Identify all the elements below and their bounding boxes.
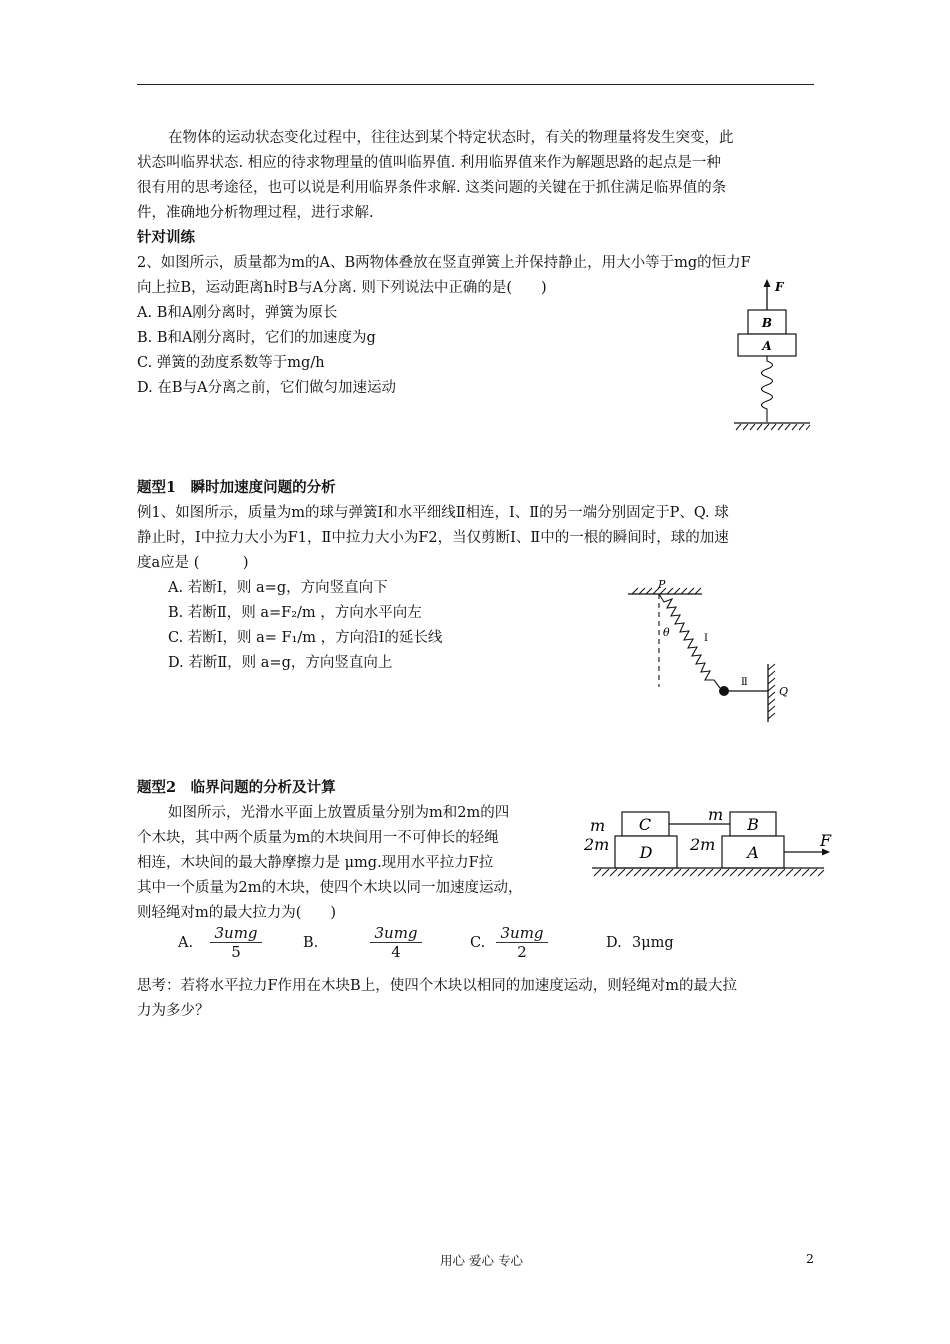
- intro-line-4: 件，准确地分析物理过程，进行求解.: [137, 205, 374, 221]
- type1-option-a: A. 若断Ⅰ，则 a=g，方向竖直向下: [168, 580, 388, 596]
- type1-option-d: D. 若断Ⅱ，则 a=g，方向竖直向上: [168, 655, 393, 671]
- floor-hatching: [594, 869, 824, 876]
- type1-question-line-1: 例1、如图所示，质量为m的球与弹簧Ⅰ和水平细线Ⅱ相连，Ⅰ、Ⅱ的另一端分别固定于P、Q. 球: [137, 505, 729, 521]
- intro-line-1: 在物体的运动状态变化过程中，往往达到某个特定状态时，有关的物理量将发生突变，此: [168, 130, 734, 146]
- header-rule: [137, 84, 814, 85]
- type2-option-b-denominator: 4: [391, 943, 401, 961]
- string-two-label: Ⅱ: [741, 677, 748, 688]
- type2-question-line-5: 则轻绳对m的最大拉力为( ): [137, 905, 337, 921]
- practice-option-d: D. 在B与A分离之前，它们做匀加速运动: [137, 380, 396, 396]
- practice-heading: 针对训练: [137, 229, 195, 246]
- type2-option-c-label: C.: [470, 935, 486, 951]
- type2-heading: 题型2 临界问题的分析及计算: [137, 779, 336, 796]
- block-a-label: A: [747, 843, 759, 862]
- type2-question-line-2: 个木块，其中两个质量为m的木块间用一不可伸长的轻绳: [137, 830, 499, 846]
- type2-option-b-numerator: 3umg: [370, 924, 422, 943]
- think-line-2: 力为多少？: [137, 1003, 210, 1019]
- intro-line-3: 很有用的思考途径，也可以说是利用临界条件求解. 这类问题的关键在于抓住满足临界值的条: [137, 180, 727, 196]
- practice-option-b: B. B和A刚分离时，它们的加速度为g: [137, 330, 376, 346]
- point-p-label: P: [658, 578, 666, 591]
- spring-one-label: Ⅰ: [704, 633, 708, 644]
- type2-option-b-label: B.: [303, 935, 319, 951]
- spring-blocks-figure: [722, 275, 822, 437]
- wall-hatching: [768, 664, 775, 719]
- spring-one: [659, 594, 720, 688]
- mass-m-left-label: m: [590, 816, 606, 835]
- type1-question-line-2: 静止时，Ⅰ中拉力大小为F1，Ⅱ中拉力大小为F2，当仅剪断Ⅰ、Ⅱ中的一根的瞬间时，球的加速: [137, 530, 729, 546]
- type2-option-c-denominator: 2: [517, 943, 527, 961]
- mass-2m-left-label: 2m: [584, 835, 610, 854]
- ceiling-hatching: [632, 588, 701, 594]
- type2-question-line-3: 相连，木块间的最大静摩擦力是 μmg.现用水平拉力F拉: [137, 855, 494, 871]
- block-b-label: B: [747, 815, 759, 834]
- type2-option-c-numerator: 3umg: [496, 924, 548, 943]
- type2-option-d-text: 3μmg: [632, 935, 674, 951]
- mass-2m-mid-label: 2m: [690, 835, 716, 854]
- theta-label: θ: [663, 626, 670, 639]
- spring: [762, 356, 773, 422]
- block-a-label: A: [762, 339, 772, 353]
- type1-heading: 题型1 瞬时加速度问题的分析: [137, 479, 336, 496]
- force-f-label: F: [820, 831, 832, 850]
- ball-spring-figure: [622, 575, 802, 725]
- block-c-label: C: [638, 815, 652, 834]
- block-b-label: B: [761, 316, 773, 330]
- block-d-label: D: [639, 843, 653, 862]
- type1-option-b: B. 若断Ⅱ，则 a=F₂/m ，方向水平向左: [168, 605, 422, 621]
- type2-option-a-label: A.: [178, 935, 194, 951]
- think-line-1: 思考：若将水平拉力F作用在木块B上，使四个木块以相同的加速度运动，则轻绳对m的最大拉: [137, 978, 737, 994]
- type2-question-line-1: 如图所示，光滑水平面上放置质量分别为m和2m的四: [168, 805, 510, 821]
- practice-question-line-1: 2、如图所示，质量都为m的A、B两物体叠放在竖直弹簧上并保持静止，用大小等于mg的恒力F: [137, 255, 751, 271]
- type2-option-b-fraction: [370, 924, 422, 961]
- type2-option-a-numerator: 3umg: [210, 924, 262, 943]
- point-q-label: Q: [779, 685, 789, 698]
- type1-option-c: C. 若断Ⅰ，则 a= F₁/m ，方向沿Ⅰ的延长线: [168, 630, 443, 646]
- practice-option-c: C. 弹簧的劲度系数等于mg/h: [137, 355, 325, 371]
- footer-slogan: 用心 爱心 专心: [440, 1253, 523, 1268]
- practice-question-line-2: 向上拉B，运动距离h时B与A分离. 则下列说法中正确的是( ): [137, 280, 547, 296]
- intro-line-2: 状态叫临界状态. 相应的待求物理量的值叫临界值. 利用临界值来作为解题思路的起点是一种: [137, 155, 721, 171]
- type2-option-a-denominator: 5: [231, 943, 241, 961]
- ground-hatching: [736, 424, 810, 430]
- page-number: 2: [806, 1251, 814, 1266]
- type2-option-a-fraction: [210, 924, 262, 961]
- type2-option-d-label: D.: [606, 935, 622, 951]
- type2-option-c-fraction: [496, 924, 548, 961]
- four-blocks-figure: [582, 802, 844, 884]
- mass-m-mid-label: m: [708, 805, 724, 824]
- practice-option-a: A. B和A刚分离时，弹簧为原长: [137, 305, 338, 321]
- type2-question-line-4: 其中一个质量为2m的木块，使四个木块以同一加速度运动，: [137, 880, 523, 896]
- force-label: F: [775, 280, 784, 294]
- type1-question-line-3: 度a应是 ( ): [137, 555, 249, 571]
